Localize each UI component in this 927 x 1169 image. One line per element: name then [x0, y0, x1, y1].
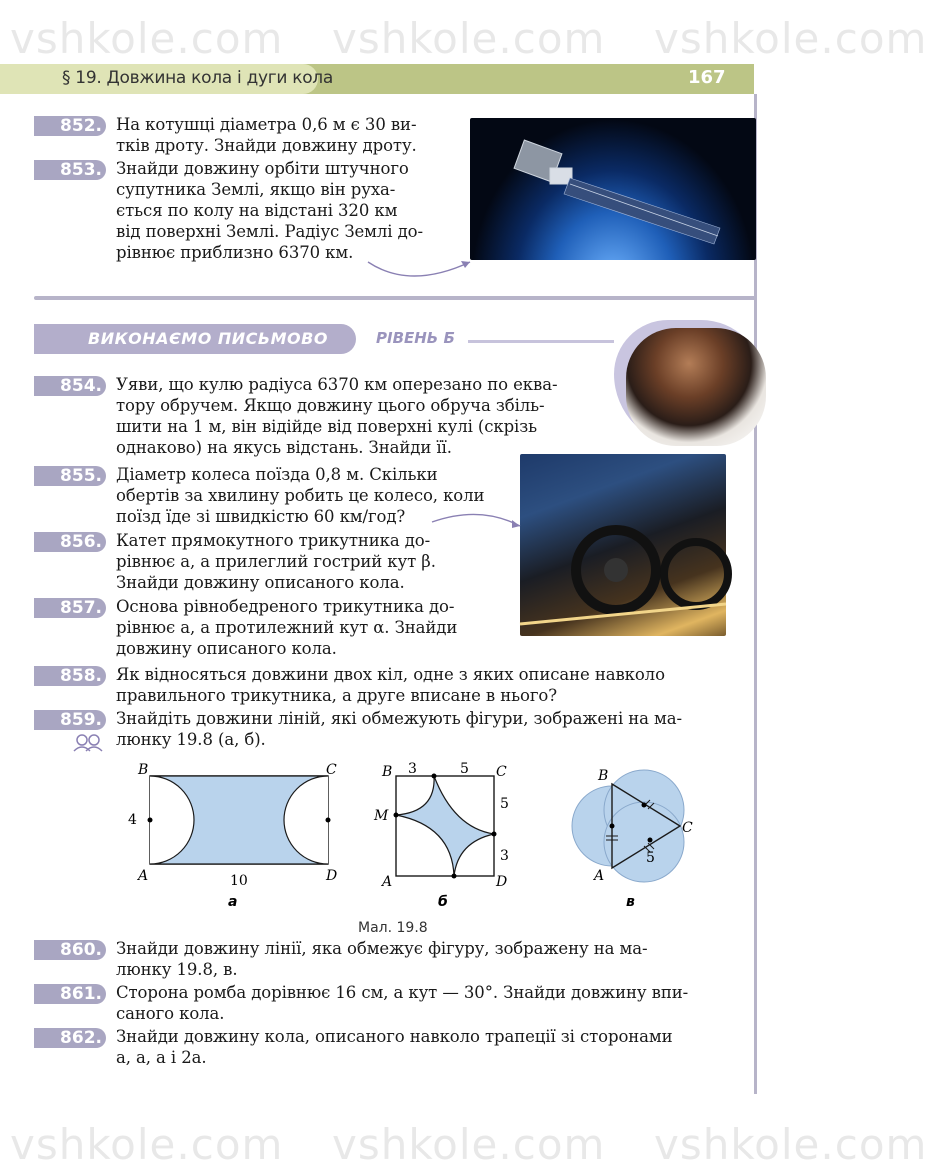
figure-b	[373, 761, 509, 910]
exercise-number: 861.	[34, 984, 106, 1004]
exercise-number: 862.	[34, 1028, 106, 1048]
side-label: 4	[128, 812, 137, 828]
point-label: A	[138, 868, 149, 884]
exercise-number: 856.	[34, 532, 106, 552]
exercise-text: На котушці діаметра 0,6 м є 30 ви- тків дроту. Знайди довжину дроту.	[116, 115, 417, 155]
exercise-text: Діаметр колеса поїзда 0,8 м. Скільки обертів за хвилину робить це колесо, коли поїзд їде зі швидкістю 60 км/год?	[116, 465, 485, 526]
exercise-text: Знайди довжину лінії, яка обмежує фігуру, зображену на ма- люнку 19.8, в.	[116, 939, 648, 979]
exercise-number: 855.	[34, 466, 106, 486]
section-title: ВИКОНАЄМО ПИСЬМОВО	[88, 329, 328, 348]
exercise-number: 859.	[34, 710, 106, 730]
watermark: vshkole.com	[332, 14, 606, 63]
page-number: 167	[688, 67, 726, 88]
point-label: B	[138, 762, 149, 778]
exercise-text: Сторона ромба дорівнює 16 см, а кут — 30°. Знайди довжину впи- саного кола.	[116, 983, 689, 1023]
point-label: C	[496, 764, 507, 780]
exercise-number: 852.	[34, 116, 106, 136]
exercise-text: Основа рівнобедреного трикутника до- рівнює a, а протилежний кут α. Знайди довжину описаного кола.	[116, 597, 458, 658]
exercise-number: 858.	[34, 666, 106, 686]
exercise-text: Уяви, що кулю радіуса 6370 км оперезано по еква- тору обручем. Якщо довжину цього обруча збіль- шити на 1 м, він відійде від поверхні кулі (скрізь однаково) на якусь відстань. Знайди її.	[116, 375, 558, 457]
side-label: 5	[460, 761, 469, 777]
side-label: 5	[646, 850, 655, 866]
watermark: vshkole.com	[332, 1120, 606, 1169]
point-label: A	[382, 874, 393, 890]
exercise-text: Знайдіть довжини ліній, які обмежують фігури, зображені на ма- люнку 19.8 (a, б).	[116, 709, 682, 749]
point-label: B	[382, 764, 393, 780]
subfigure-label: б	[438, 894, 448, 910]
exercise-text: Знайди довжину кола, описаного навколо трапеції зі сторонами a, a, a і 2a.	[116, 1027, 673, 1067]
watermark: vshkole.com	[654, 1120, 927, 1169]
side-label: 5	[500, 796, 509, 812]
point-label: C	[682, 820, 693, 836]
point-label: C	[326, 762, 337, 778]
subfigure-label: в	[626, 894, 635, 910]
chapter-title: § 19. Довжина кола і дуги кола	[62, 68, 333, 88]
exercise-number: 860.	[34, 940, 106, 960]
subfigure-label: а	[228, 894, 238, 910]
watermark: vshkole.com	[10, 14, 284, 63]
exercise-number: 857.	[34, 598, 106, 618]
point-label: D	[496, 874, 508, 890]
exercise-number: 853.	[34, 160, 106, 180]
watermark: vshkole.com	[654, 14, 927, 63]
exercise-text: Знайди довжину орбіти штучного супутника Землі, якщо він руха- ється по колу на відстані 320 км від поверхні Землі. Радіус Землі до- рівнює приблизно 6370 км.	[116, 159, 423, 262]
exercise-number: 854.	[34, 376, 106, 396]
point-label: D	[326, 868, 338, 884]
figure-a	[128, 762, 337, 910]
point-label: M	[374, 808, 389, 824]
side-label: 10	[230, 873, 248, 889]
side-label: 3	[408, 761, 417, 777]
level-label: РІВЕНЬ Б	[376, 329, 455, 347]
watermark: vshkole.com	[10, 1120, 284, 1169]
exercise-text: Катет прямокутного трикутника до- рівнює a, а прилеглий гострий кут β. Знайди довжину описаного кола.	[116, 531, 436, 592]
figure-c	[572, 768, 693, 910]
point-label: A	[594, 868, 605, 884]
figure-caption: Мал. 19.8	[358, 920, 428, 936]
exercise-text: Як відносяться довжини двох кіл, одне з яких описане навколо правильного трикутника, а друге вписане в нього?	[116, 665, 665, 705]
point-label: B	[598, 768, 609, 784]
side-label: 3	[500, 848, 509, 864]
